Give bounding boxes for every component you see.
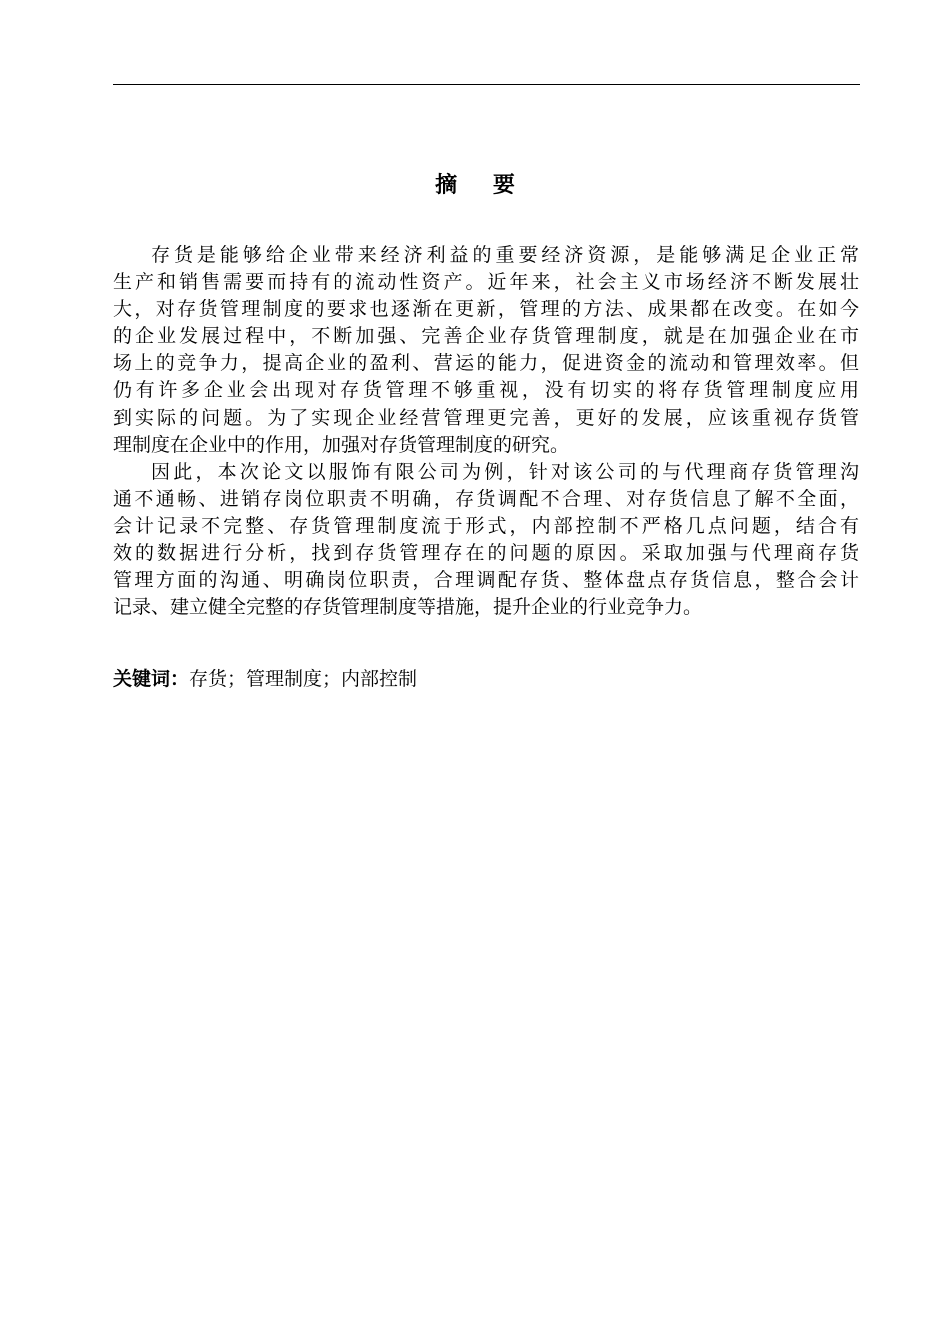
text-line: 生产和销售需要而持有的流动性资产。近年来，社会主义市场经济不断发展壮 [113,271,859,294]
keywords-label: 关键词： [113,668,190,690]
keywords [113,666,859,693]
text-line: 理制度在企业中的作用，加强对存货管理制度的研究。 [113,433,570,456]
text-line: 记录、建立健全完整的存货管理制度等措施，提升企业的行业竞争力。 [113,596,703,619]
text-line: 因此，本次论文以服饰有限公司为例，针对该公司的与代理商存货管理沟 [151,460,859,483]
abstract-body [113,242,859,621]
text-line: 效的数据进行分析，找到存货管理存在的问题的原因。采取加强与代理商存货 [113,542,859,565]
page-title: 摘 要 [435,173,529,198]
text-line: 的企业发展过程中，不断加强、完善企业存货管理制度，就是在加强企业在市 [113,325,859,348]
text-line: 存货是能够给企业带来经济利益的重要经济资源，是能够满足企业正常 [151,244,859,266]
text-line: 大，对存货管理制度的要求也逐渐在更新，管理的方法、成果都在改变。在如今 [113,298,859,321]
text-line: 到实际的问题。为了实现企业经营管理更完善，更好的发展，应该重视存货管 [113,406,859,429]
text-line: 管理方面的沟通、明确岗位职责，合理调配存货、整体盘点存货信息，整合会计 [113,569,859,592]
text-line: 仍有许多企业会出现对存货管理不够重视，没有切实的将存货管理制度应用 [113,379,859,402]
text-line: 通不通畅、进销存岗位职责不明确，存货调配不合理、对存货信息了解不全面， [113,487,859,510]
abstract-paragraph-1 [113,242,859,459]
text-line: 场上的竞争力，提高企业的盈利、营运的能力，促进资金的流动和管理效率。但 [113,352,859,375]
keywords-value: 存货；管理制度；内部控制 [189,668,418,690]
abstract-paragraph-2 [113,459,859,622]
text-line: 会计记录不完整、存货管理制度流于形式，内部控制不严格几点问题，结合有 [113,514,859,537]
header-rule [113,84,860,85]
